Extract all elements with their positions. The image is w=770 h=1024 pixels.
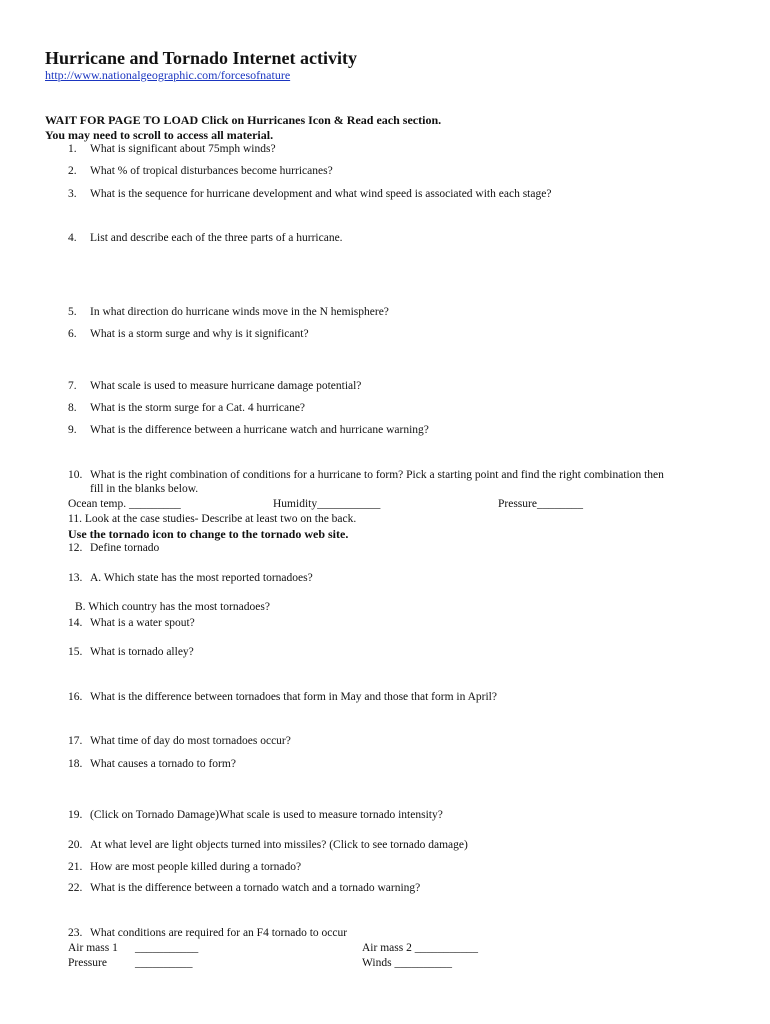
air-mass-1-blank[interactable]: ___________ — [135, 942, 199, 954]
ocean-temp-blank[interactable]: Ocean temp. _________ — [68, 498, 181, 510]
instruction-line-1: WAIT FOR PAGE TO LOAD Click on Hurricanes Icon & Read each section. — [45, 113, 442, 127]
source-link[interactable]: http://www.nationalgeographic.com/forcesofnature — [45, 68, 291, 82]
instruction-line-2: You may need to scroll to access all material. — [45, 128, 274, 142]
page-title: Hurricane and Tornado Internet activity — [45, 48, 358, 68]
question-13b: B. Which country has the most tornadoes? — [75, 601, 270, 613]
air-mass-2-blank[interactable]: Air mass 2 ___________ — [362, 942, 478, 954]
humidity-blank[interactable]: Humidity___________ — [273, 498, 381, 510]
pressure-blank[interactable]: Pressure________ — [498, 498, 583, 510]
question-10-line-2: fill in the blanks below. — [90, 483, 199, 495]
winds-blank[interactable]: Winds __________ — [362, 957, 452, 969]
question-11: 11. Look at the case studies- Describe at least two on the back. — [68, 513, 357, 525]
pressure-label: Pressure — [68, 957, 107, 969]
air-mass-1-label: Air mass 1 — [68, 942, 118, 954]
pressure-blank-23[interactable]: __________ — [135, 957, 193, 969]
tornado-instruction: Use the tornado icon to change to the tornado web site. — [68, 527, 349, 541]
